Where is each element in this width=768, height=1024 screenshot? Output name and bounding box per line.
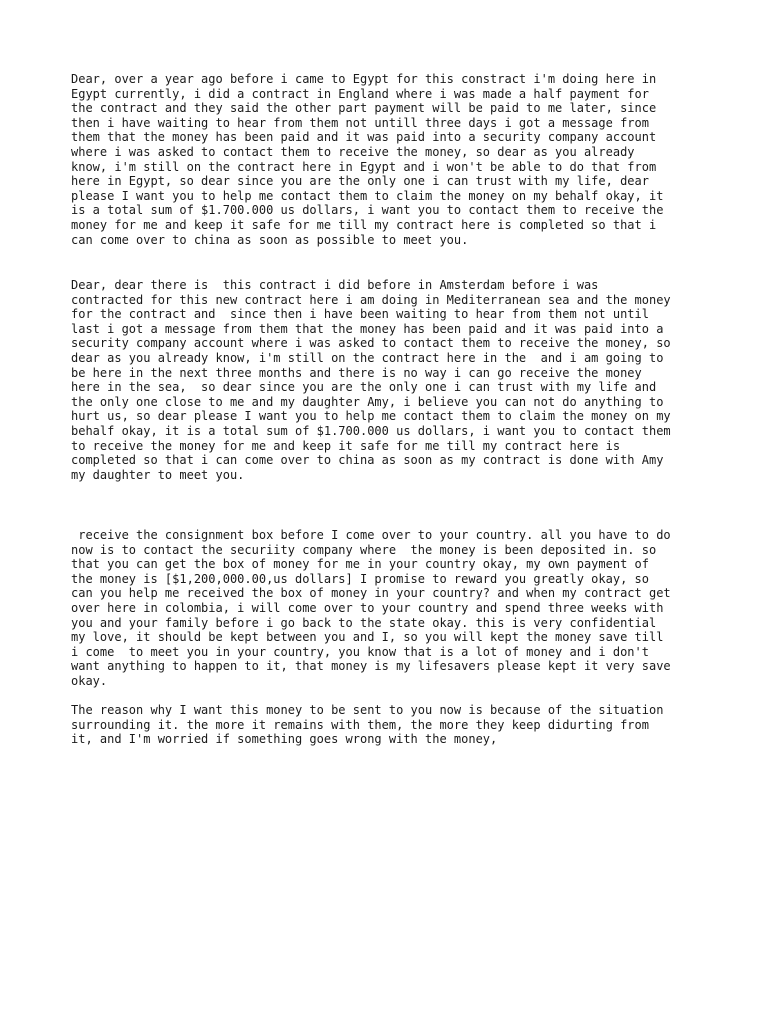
paragraph-egypt-contract: Dear, over a year ago before i came to Egypt for this constract i'm doing here in Egypt currently, i did a contract in England where i was made a half payment for the contract and they said the other part payment will be paid to me later, since then i have waiting to hear from them not untill three days i got a message from them that the money has been paid and it was paid into a security company account where i was asked to contact them to receive the money, so dear as you already know, i'm still on the contract here in Egypt and i won't be able to do that from here in Egypt, so dear since you are the only one i can trust with my life, dear please I want you to help me contact them to claim the money on my behalf okay, it is a total sum of $1.700.000 us dollars, i want you to contact them to receive the money for me and keep it safe for me till my contract here is completed so that i can come over to china as soon as possible to meet you.: [71, 72, 664, 247]
paragraph-amsterdam-contract: Dear, dear there is this contract i did before in Amsterdam before i was contracted for this new contract here i am doing in Mediterranean sea and the money for the contract and since then i have been waiting to hear from them not until last i got a message from them that the money has been paid and it was paid into a security company account where i was asked to contact them to receive the money, so dear as you already know, i'm still on the contract here in the and i am going to be here in the next three months and there is no way i can go receive the money here in the sea, so dear since you are the only one i can trust with my life and the only one close to me and my daughter Amy, i believe you can not do anything to hurt us, so dear please I want you to help me contact them to claim the money on my behalf okay, it is a total sum of $1.700.000 us dollars, i want you to contact them to receive the money for me and keep it safe for me till my contract here is completed so that i can come over to china as soon as my contract is done with Amy my daughter to meet you.: [71, 278, 671, 482]
paragraph-consignment-box: receive the consignment box before I come over to your country. all you have to do now is to contact the securiity company where the money is been deposited in. so that you can get the box of money for me in your country okay, my own payment of the money is [$1,200,000.00,us dollars] I promise to reward you greatly okay, so can you help me received the box of money in your country? and when my contract get over here in colombia, i will come over to your country and spend three weeks with you and your family before i go back to the state okay. this is very confidential my love, it should be kept between you and I, so you will kept the money save till i come to meet you in your country, you know that is a lot of money and i don't want anything to happen to it, that money is my lifesavers please kept it very save okay.: [71, 528, 671, 688]
paragraph-reason: The reason why I want this money to be sent to you now is because of the situation surrounding it. the more it remains with them, the more they keep didurting from it, and I'm worried if something goes wrong with the money,: [71, 703, 664, 747]
